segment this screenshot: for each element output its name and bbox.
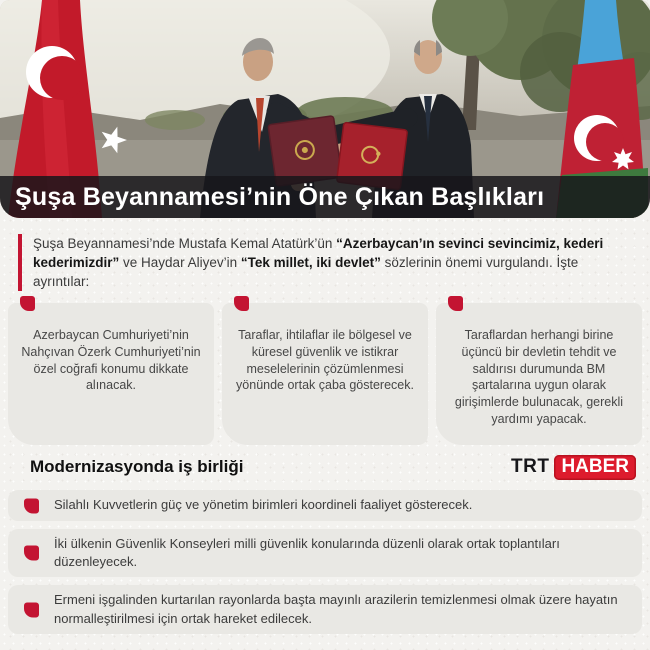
trt-haber-logo [511, 455, 636, 480]
card-security-cooperation [222, 303, 428, 445]
list-item-text: İki ülkenin Güvenlik Konseyleri milli güvenlik konularında düzenli olarak ortak toplantıları düzenleyecek. [54, 536, 560, 570]
intro-text: ve Haydar Aliyev’in [119, 255, 241, 271]
title-band [0, 176, 650, 218]
card-text: Taraflar, ihtilaflar ile bölgesel ve küresel güvenlik ve istikrar meselelerinin çözümlenmesi yönünde ortak çaba gösterecek. [236, 328, 414, 393]
modernization-list [8, 490, 642, 642]
bullet-icon [448, 296, 463, 311]
bullet-icon [24, 546, 39, 561]
list-item [8, 529, 642, 577]
bullet-icon [234, 296, 249, 311]
intro-text: Şuşa Beyannamesi’nde Mustafa Kemal Atatürk’ün [33, 236, 337, 251]
intro-quote-aliyev: “Tek millet, iki devlet” [240, 255, 381, 271]
list-item-text: Silahlı Kuvvetlerin güç ve yönetim birimleri koordineli faaliyet gösterecek. [54, 497, 473, 513]
intro-quote-ataturk: “Azerbaycan’ın sevinci sevincimiz, kederi kederimizdir” [33, 236, 604, 271]
card-nahcivan [8, 303, 214, 445]
header-photo [0, 0, 650, 218]
card-text: Azerbaycan Cumhuriyeti’nin Nahçıvan Özerk Cumhuriyeti’nin özel coğrafi konumu dikkate alınacak. [21, 328, 201, 393]
highlight-cards [8, 303, 642, 445]
card-text: Taraflardan herhangi birine üçüncü bir devletin tehdit ve saldırısı durumunda BM şartalarına uygun olarak girişimlerde bulunacak, gerekli yardımı yapacak. [454, 328, 624, 426]
card-mutual-defense [436, 303, 642, 445]
section-heading: Modernizasyonda iş birliği [30, 457, 244, 476]
logo-haber-badge: HABER [554, 455, 636, 480]
bullet-icon [24, 498, 39, 513]
intro-paragraph [18, 234, 636, 291]
section-header-row [30, 452, 636, 482]
logo-trt-text: TRT [511, 456, 550, 477]
list-item [8, 585, 642, 633]
list-item [8, 490, 642, 521]
bullet-icon [24, 602, 39, 617]
intro-text: sözlerinin önemi vurgulandı. İşte ayrıntılar: [33, 255, 579, 290]
list-item-text: Ermeni işgalinden kurtarılan rayonlarda başta mayınlı arazilerin temizlenmesi olmak üzere hayatın normalleştirilmesi için ortak hareket edilecek. [54, 592, 618, 626]
page-title: Şuşa Beyannamesi’nin Öne Çıkan Başlıkları [15, 182, 545, 211]
bullet-icon [20, 296, 35, 311]
